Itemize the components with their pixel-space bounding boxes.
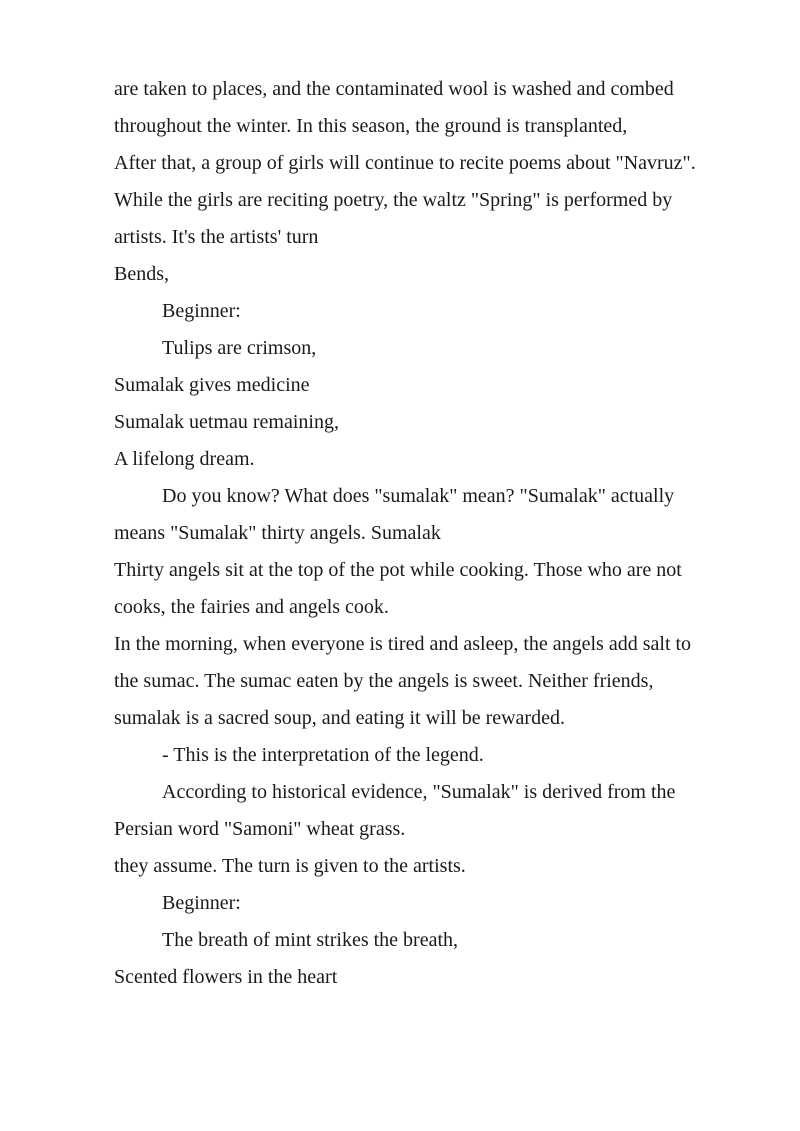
text-line: - This is the interpretation of the legend. <box>162 744 484 766</box>
text-line: While the girls are reciting poetry, the waltz "Spring" is performed by <box>114 189 673 211</box>
text-line: Beginner: <box>162 300 241 322</box>
text-line: According to historical evidence, "Sumalak" is derived from the <box>162 781 676 803</box>
text-line: they assume. The turn is given to the artists. <box>114 855 466 877</box>
text-line: In the morning, when everyone is tired and asleep, the angels add salt to <box>114 633 692 655</box>
text-line: sumalak is a sacred soup, and eating it will be rewarded. <box>114 707 565 729</box>
text-line: are taken to places, and the contaminated wool is washed and combed <box>114 78 674 100</box>
text-line: Thirty angels sit at the top of the pot while cooking. Those who are not <box>114 559 682 581</box>
text-line: throughout the winter. In this season, the ground is transplanted, <box>114 115 628 137</box>
text-line: A lifelong dream. <box>114 448 255 470</box>
text-line: Beginner: <box>162 892 241 914</box>
text-line: the sumac. The sumac eaten by the angels is sweet. Neither friends, <box>114 670 654 692</box>
text-line: The breath of mint strikes the breath, <box>162 929 459 951</box>
text-line: Persian word "Samoni" wheat grass. <box>114 818 406 840</box>
text-line: Sumalak uetmau remaining, <box>114 411 339 433</box>
text-line: After that, a group of girls will continue to recite poems about "Navruz". <box>114 152 696 174</box>
text-line: Do you know? What does "sumalak" mean? "Sumalak" actually <box>162 485 675 507</box>
text-line: Tulips are crimson, <box>162 337 317 359</box>
text-line: Sumalak gives medicine <box>114 374 310 396</box>
text-line: artists. It's the artists' turn <box>114 226 319 248</box>
body-text <box>114 71 754 996</box>
text-line: cooks, the fairies and angels cook. <box>114 596 389 618</box>
text-line: Bends, <box>114 263 169 285</box>
text-line: means "Sumalak" thirty angels. Sumalak <box>114 522 441 544</box>
text-line: Scented flowers in the heart <box>114 966 338 988</box>
